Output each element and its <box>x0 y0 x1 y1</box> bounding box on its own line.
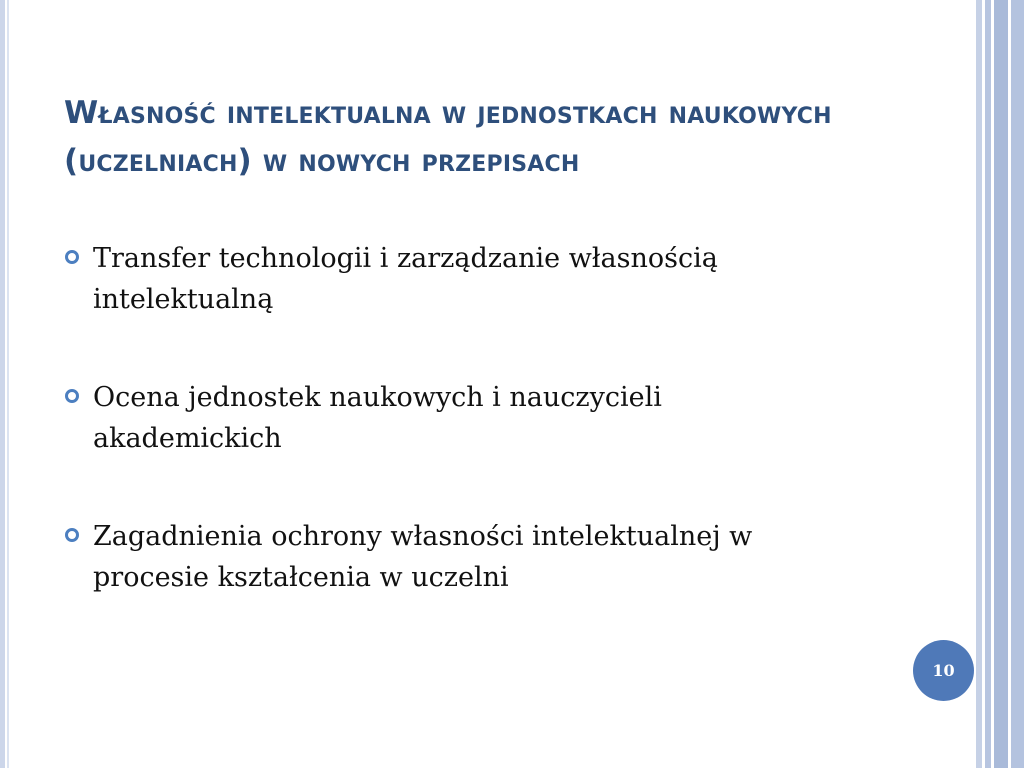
bullet-line: procesie kształcenia w uczelni <box>93 562 509 593</box>
bullet-line: Ocena jednostek naukowych i nauczycieli <box>93 382 662 413</box>
bullet-text <box>93 516 924 598</box>
hollow-circle-bullet-icon <box>65 389 79 403</box>
page-number-badge <box>913 640 974 701</box>
bullet-item <box>64 238 924 320</box>
bullet-list <box>64 238 924 598</box>
right-decorative-stripe <box>994 0 1008 768</box>
bullet-line: akademickich <box>93 423 282 454</box>
slide-title-line: (uczelniach) w nowych przepisach <box>64 142 580 179</box>
page-number: 10 <box>932 660 955 680</box>
bullet-line: Zagadnienia ochrony własności intelektualnej w <box>93 521 753 552</box>
bullet-line: Transfer technologii i zarządzanie własnością <box>93 243 718 274</box>
hollow-circle-bullet-icon <box>65 528 79 542</box>
hollow-circle-bullet-icon <box>65 250 79 264</box>
bullet-text <box>93 238 924 320</box>
bullet-line: intelektualną <box>93 284 274 315</box>
left-border-line <box>0 0 5 768</box>
bullet-text <box>93 377 924 459</box>
bullet-item <box>64 377 924 459</box>
slide-title-line: Własność intelektualna w jednostkach naukowych <box>64 94 832 131</box>
right-decorative-stripe <box>1011 0 1024 768</box>
bullet-item <box>64 516 924 598</box>
slide-title <box>64 89 944 185</box>
left-inner-border-line <box>7 0 9 768</box>
